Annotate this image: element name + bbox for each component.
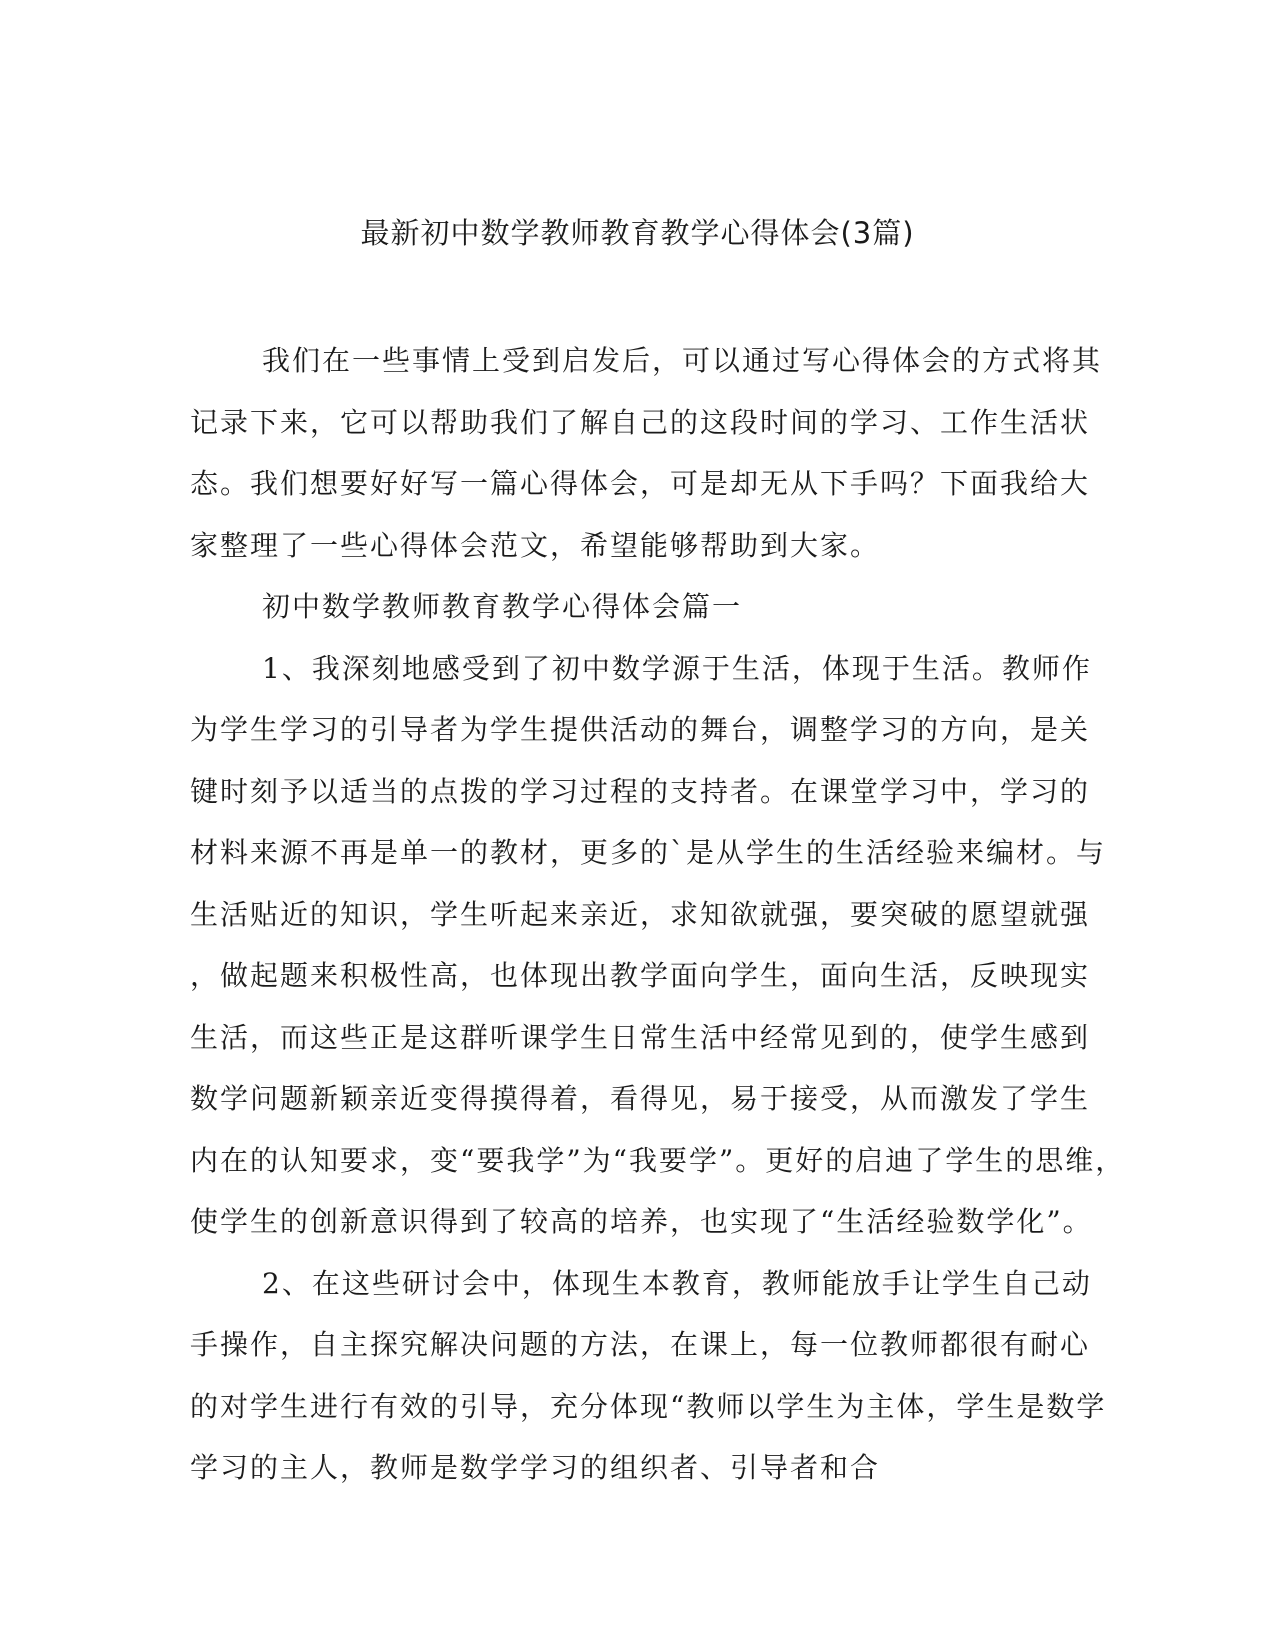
text-line: 1、我深刻地感受到了初中数学源于生活，体现于生活。教师作 (262, 651, 1092, 685)
document-title: 最新初中数学教师教育教学心得体会(3篇) (360, 216, 915, 250)
point-two-paragraph (190, 1253, 1107, 1499)
text-line: 我们在一些事情上受到启发后，可以通过写心得体会的方式将其 (262, 344, 1103, 377)
section-heading-text: 初中数学教师教育教学心得体会篇一 (262, 590, 743, 623)
text-line: 的对学生进行有效的引导，充分体现“教师以学生为主体，学生是数学 (190, 1389, 1107, 1423)
text-line: 态。我们想要好好写一篇心得体会，可是却无从下手吗？下面我给大 (190, 467, 1091, 500)
text-line: 数学问题新颖亲近变得摸得着，看得见，易于接受，从而激发了学生 (190, 1082, 1091, 1115)
section-heading (190, 576, 1080, 638)
text-line: 手操作，自主探究解决问题的方法，在课上，每一位教师都很有耐心 (190, 1328, 1091, 1361)
text-line: 键时刻予以适当的点拨的学习过程的支持者。在课堂学习中，学习的 (190, 774, 1091, 808)
text-line: 内在的认知要求，变“要我学”为“我要学”。更好的启迪了学生的思维， (190, 1143, 1126, 1177)
text-line: 材料来源不再是单一的教材，更多的`是从学生的生活经验来编材。与 (190, 836, 1107, 869)
text-line: 使学生的创新意识得到了较高的培养，也实现了“生活经验数学化”。 (190, 1205, 1093, 1238)
intro-paragraph (190, 330, 1103, 576)
text-line: ，做起题来积极性高，也体现出教学面向学生，面向生活，反映现实 (190, 959, 1091, 992)
point-one-paragraph (190, 638, 1126, 1253)
text-line: 记录下来，它可以帮助我们了解自己的这段时间的学习、工作生活状 (190, 405, 1091, 439)
text-line: 生活贴近的知识，学生听起来亲近，求知欲就强，要突破的愿望就强 (190, 897, 1091, 931)
text-line: 为学生学习的引导者为学生提供活动的舞台，调整学习的方向，是关 (190, 713, 1091, 746)
text-line: 2、在这些研讨会中，体现生本教育，教师能放手让学生自己动 (262, 1266, 1092, 1300)
document-body (190, 330, 1126, 1499)
text-line: 家整理了一些心得体会范文，希望能够帮助到大家。 (190, 528, 881, 562)
text-line: 学习的主人，教师是数学学习的组织者、引导者和合 (190, 1451, 881, 1484)
text-line: 生活，而这些正是这群听课学生日常生活中经常见到的，使学生感到 (190, 1020, 1091, 1054)
